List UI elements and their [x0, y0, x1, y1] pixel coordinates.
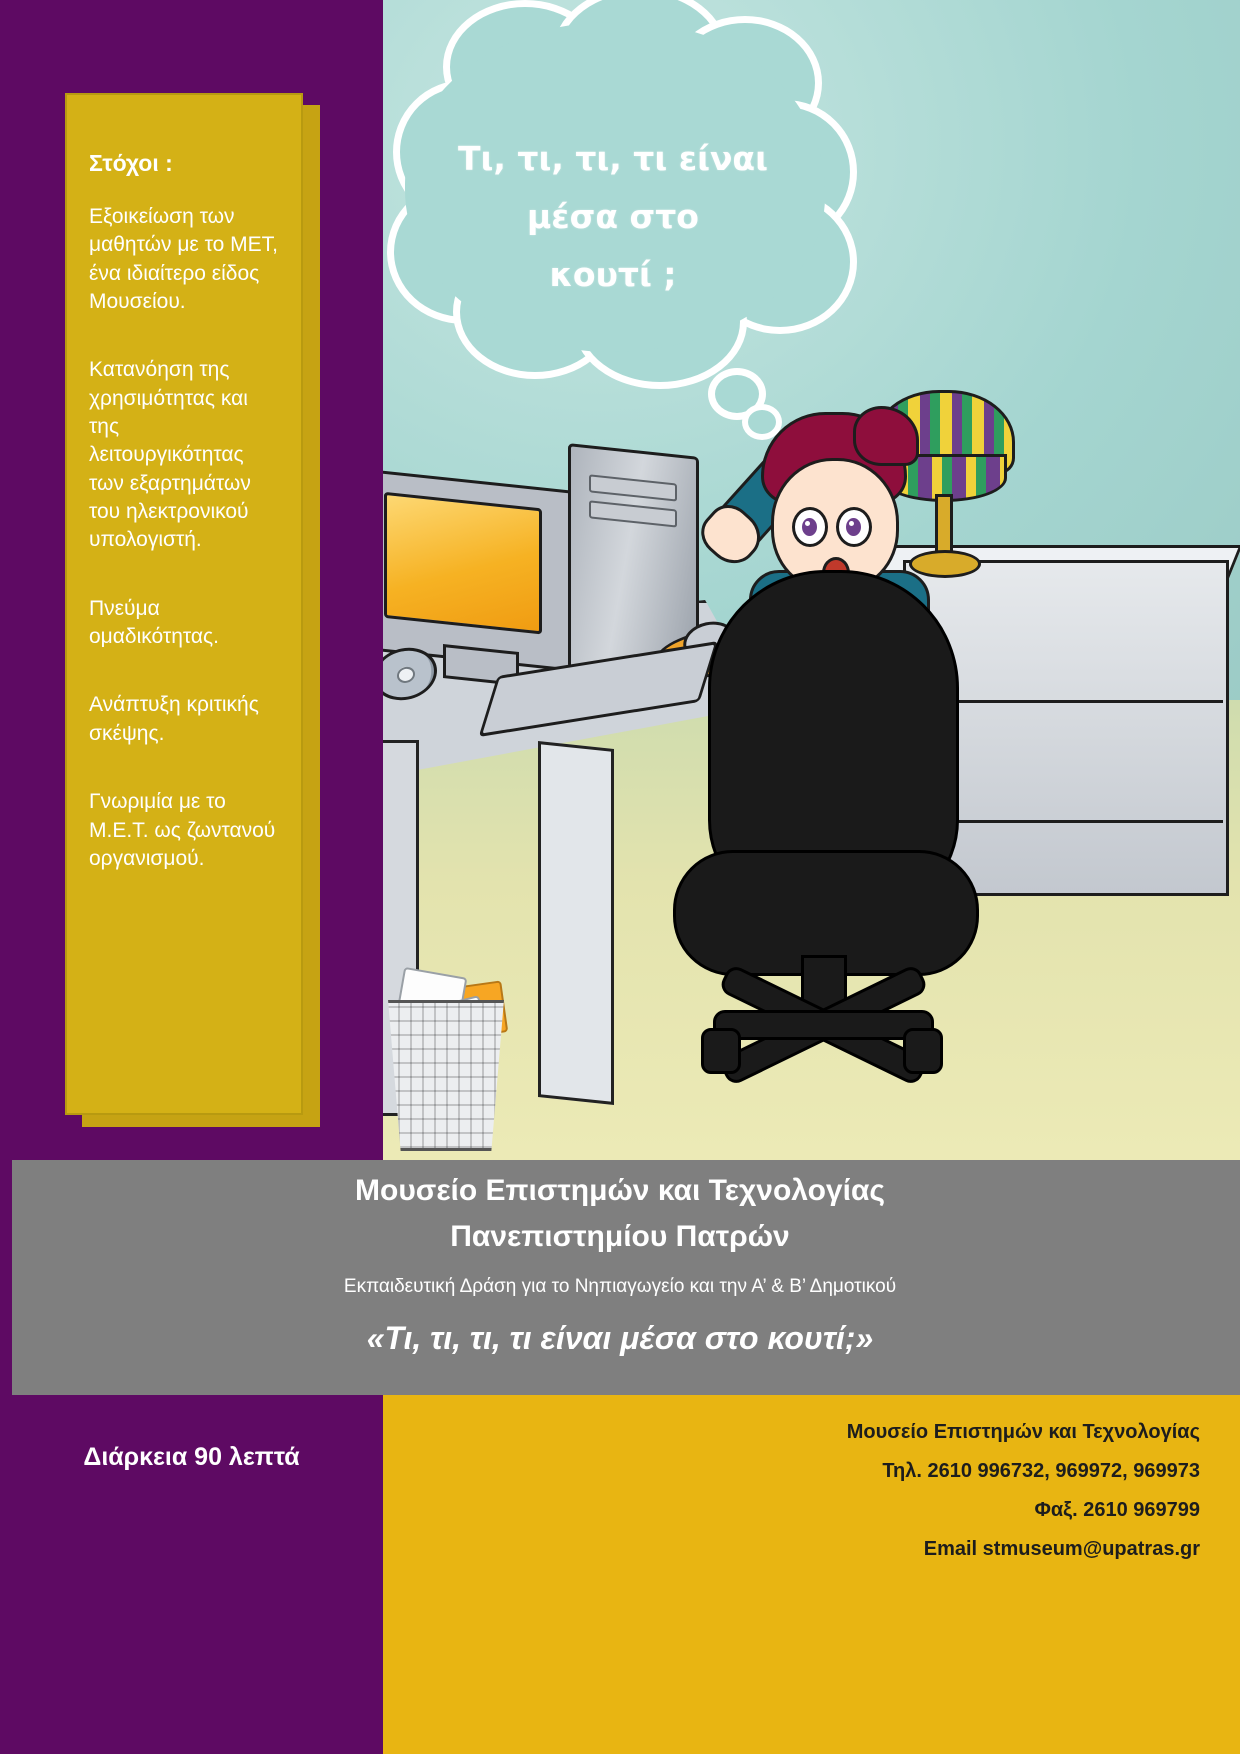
activity-title: «Τι, τι, τι, τι είναι μέσα στο κουτί;» [366, 1320, 874, 1356]
illustration [383, 0, 1240, 1160]
goals-box [65, 93, 303, 1115]
eye-left [792, 507, 828, 547]
footer-purple-strip [0, 1682, 383, 1754]
bubble-text [413, 130, 813, 303]
bubble-line-2: μέσα στο [527, 196, 699, 236]
chair-leg-center [713, 1010, 934, 1040]
monitor-screen [384, 492, 542, 635]
contact-line-email: Email stmuseum@upatras.gr [923, 1538, 1200, 1560]
contact-block [847, 1413, 1200, 1569]
bubble-line-3: κουτί ; [549, 254, 677, 294]
eye-right [836, 507, 872, 547]
contact-line-fax: Φαξ. 2610 969799 [1034, 1499, 1200, 1521]
goal-item: Πνεύμα ομαδικότητας. [89, 596, 219, 649]
contact-line-phone: Τηλ. 2610 996732, 969972, 969973 [882, 1460, 1200, 1482]
goal-item: Κατανόηση της χρησιμότητας και της λειτουργικότητας των εξαρτημάτων του ηλεκτρονικού υπολογιστή. [89, 358, 251, 552]
hair-tuft [853, 406, 919, 466]
footer-yellow-strip [383, 1682, 1240, 1754]
title-band-purple-edge [0, 1160, 12, 1395]
museum-name-line-1: Μουσείο Επιστημών και Τεχνολογίας [355, 1174, 885, 1207]
museum-name-line-2: Πανεπιστημίου Πατρών [450, 1220, 790, 1253]
goal-item: Ανάπτυξη κριτικής σκέψης. [89, 693, 259, 745]
activity-subtitle: Εκπαιδευτική Δράση για το Νηπιαγωγείο και την Α’ & Β’ Δημοτικού [343, 1276, 897, 1297]
chair-foot-right [903, 1028, 943, 1074]
duration-label: Διάρκεια 90 λεπτά [83, 1443, 300, 1471]
goals-title: Στόχοι : [89, 150, 173, 176]
contact-line-museum: Μουσείο Επιστημών και Τεχνολογίας [846, 1421, 1200, 1443]
tower-drive-slot-2 [589, 500, 677, 527]
desk-side-panel [538, 741, 614, 1105]
poster-footer [0, 1395, 1240, 1754]
chair-foot-left [701, 1028, 741, 1074]
tower-drive-slot-1 [589, 474, 677, 501]
bubble-line-1: Τι, τι, τι, τι είναι [458, 139, 768, 178]
thought-bubble [383, 0, 853, 420]
goal-item: Γνωριμία με το Μ.Ε.Τ. ως ζωντανού οργανισμού. [89, 790, 276, 870]
title-band [0, 1160, 1240, 1395]
monitor [383, 469, 579, 673]
waste-bin [383, 1000, 509, 1151]
goal-item: Εξοικείωση των μαθητών με το ΜΕΤ, ένα ιδιαίτερο είδος Μουσείου. [89, 205, 278, 314]
